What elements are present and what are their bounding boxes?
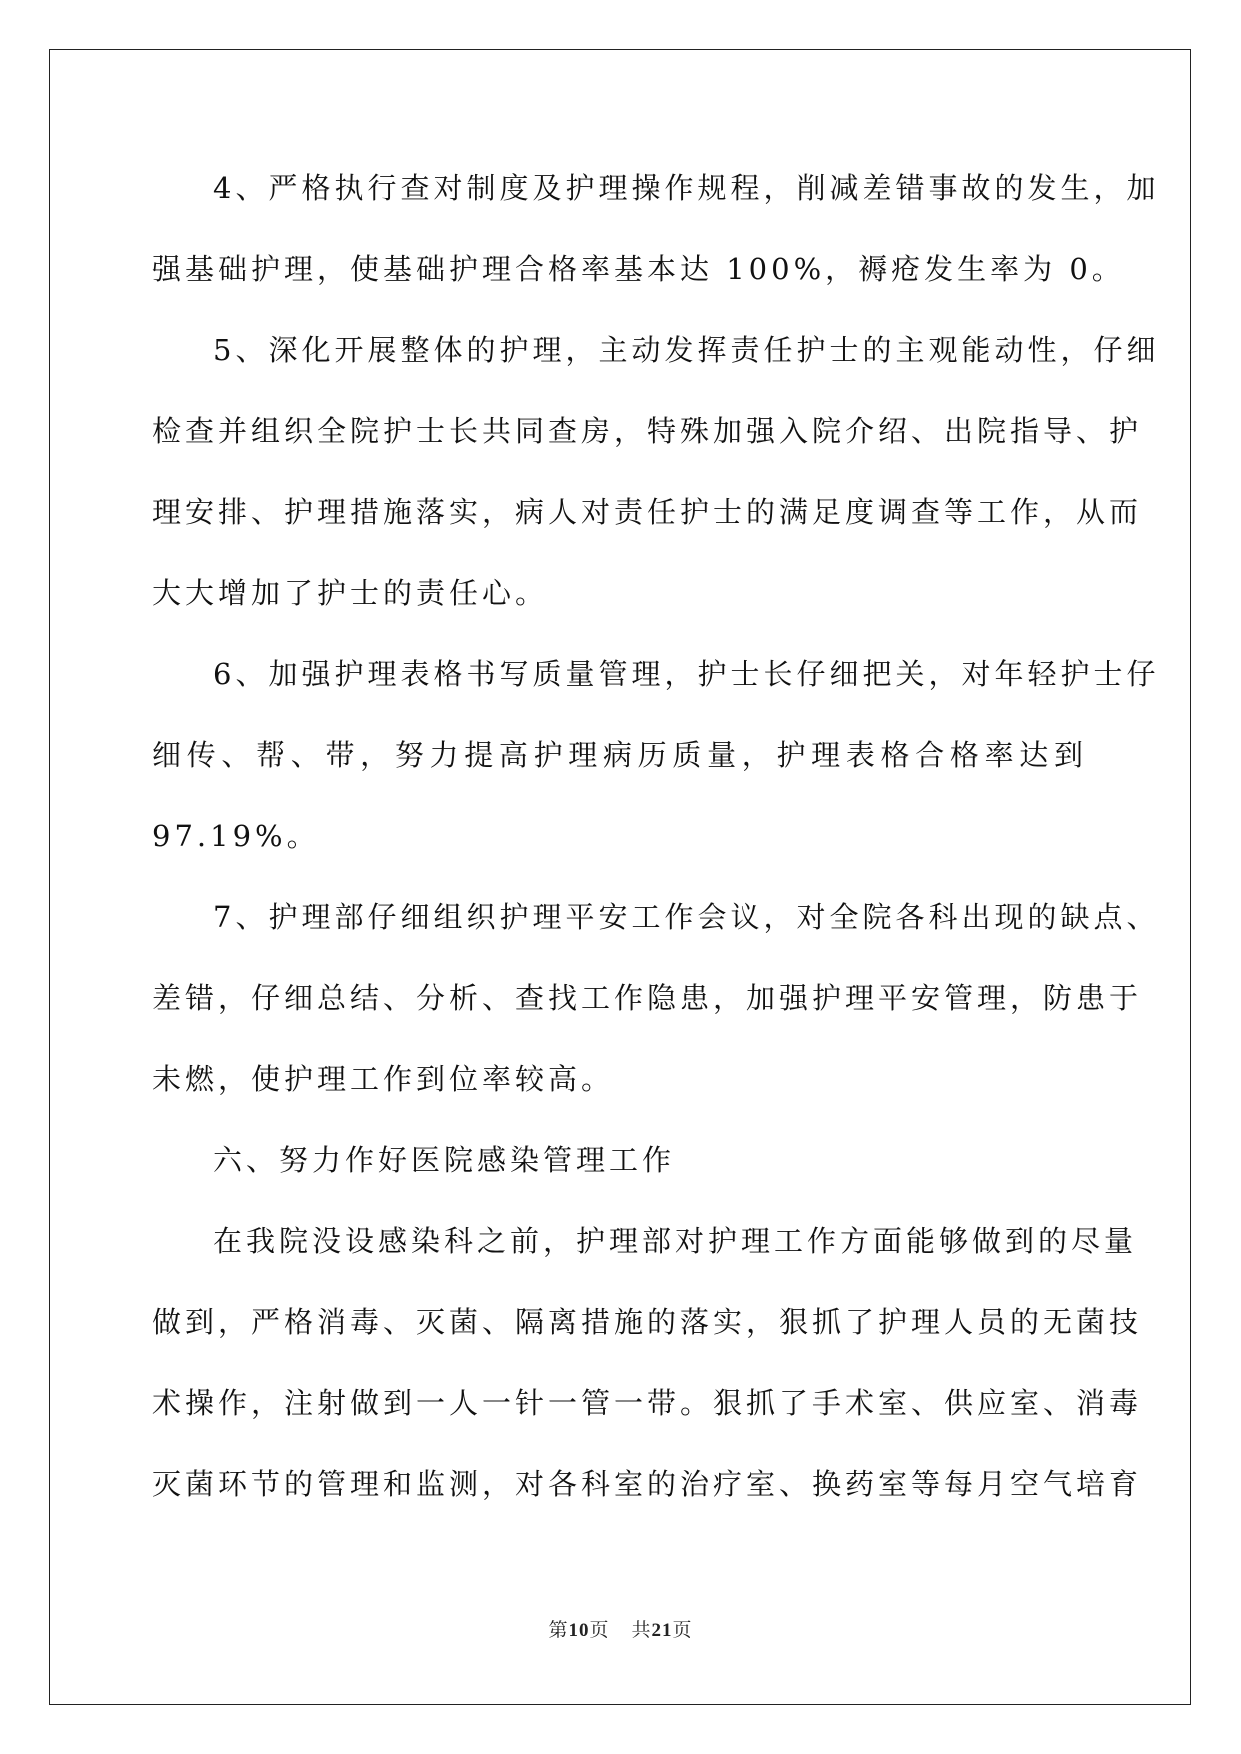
footer-page-unit: 页	[589, 1620, 610, 1641]
text-line: 灭菌环节的管理和监测，对各科室的治疗室、换药室等每月空气培育	[152, 1467, 1143, 1501]
text-line: 5、深化开展整体的护理，主动发挥责任护士的主观能动性，仔细	[213, 333, 1160, 367]
document-body	[152, 168, 1160, 1545]
text-line: 术操作，注射做到一人一针一管一带。狠抓了手术室、供应室、消毒	[152, 1386, 1143, 1420]
footer-prefix: 第	[548, 1620, 569, 1641]
page-footer	[0, 1615, 1241, 1642]
text-line: 6、加强护理表格书写质量管理，护士长仔细把关，对年轻护士仔	[213, 657, 1160, 691]
footer-total-unit: 页	[672, 1620, 693, 1641]
current-page-number: 10	[568, 1620, 590, 1641]
text-line: 检查并组织全院护士长共同查房，特殊加强入院介绍、出院指导、护	[152, 414, 1143, 448]
text-line: 未燃，使护理工作到位率较高。	[152, 1062, 615, 1096]
text-line: 7、护理部仔细组织护理平安工作会议，对全院各科出现的缺点、	[213, 900, 1160, 934]
text-line: 4、严格执行查对制度及护理操作规程，削减差错事故的发生，加	[213, 171, 1160, 205]
text-line: 细传、帮、带，努力提高护理病历质量，护理表格合格率达到	[152, 738, 1087, 772]
section-heading: 六、努力作好医院感染管理工作	[213, 1143, 676, 1177]
text-line: 大大增加了护士的责任心。	[152, 576, 549, 610]
text-line: 差错，仔细总结、分析、查找工作隐患，加强护理平安管理，防患于	[152, 981, 1143, 1015]
text-line: 理安排、护理措施落实，病人对责任护士的满足度调查等工作，从而	[152, 495, 1143, 529]
text-line: 在我院没设感染科之前，护理部对护理工作方面能够做到的尽量	[213, 1224, 1138, 1258]
footer-total-prefix: 共	[631, 1620, 652, 1641]
text-line: 做到，严格消毒、灭菌、隔离措施的落实，狠抓了护理人员的无菌技	[152, 1305, 1143, 1339]
total-pages-number: 21	[651, 1620, 673, 1641]
text-line: 强基础护理，使基础护理合格率基本达 100%，褥疮发生率为 0。	[152, 252, 1125, 286]
text-block	[152, 168, 1160, 1504]
text-line: 97.19%。	[152, 819, 320, 853]
